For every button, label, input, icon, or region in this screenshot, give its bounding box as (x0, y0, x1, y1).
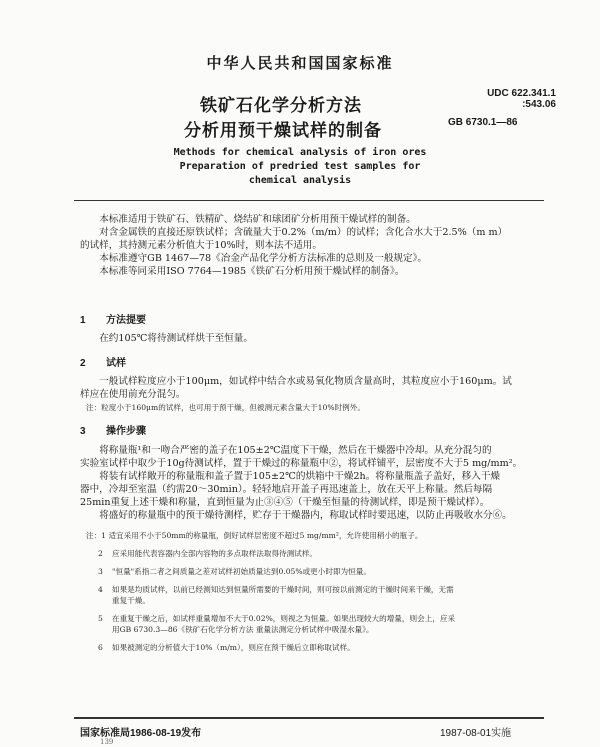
footer-divider (74, 717, 544, 719)
note-item (86, 613, 541, 624)
section-title: 试样 (106, 358, 126, 369)
section-heading-2 (80, 354, 126, 369)
intro-line: 本标准遵守GB 1467—78《冶金产品化学分析方法标准的总则及一般规定》。 (99, 253, 427, 264)
gb-number: GB 6730.1—86 (448, 117, 518, 128)
notes-block (86, 530, 541, 653)
title-english-line2: Preparation of predried test samples for (179, 161, 421, 172)
title-english-line3: chemical analysis (248, 175, 352, 186)
note-text: 如果被测定的分析值大于10%（m/m），则应在预干燥后立即称取试样。 (112, 643, 355, 652)
note-number: 3 (98, 567, 103, 576)
note-text: "恒量"系指二者之间质量之差对试样初始质量达到0.05%或更小时即为恒量。 (112, 567, 371, 576)
text-line: 实验室试样中取少于10g待测试样，置于干燥过的称量瓶中②，将试样铺平，层密度不大于5 mg/mm²。 (80, 458, 523, 469)
section-2-text (80, 375, 540, 401)
text-line: 一般试样粒度应小于100μm，如试样中结合水或易氧化物质含量高时，其粒度应小于160μm。试 (99, 376, 512, 387)
note-number: 5 (98, 614, 103, 623)
section-number: 1 (80, 315, 86, 326)
intro-paragraph (80, 213, 540, 278)
note-item (86, 642, 541, 653)
section-1-text: 在约105℃将待测试样烘干至恒量。 (99, 333, 253, 344)
page-number: 139 (100, 738, 114, 746)
text-line: 器中，冷却至室温（约需20～30min）。轻轻地启开盖子再迅速盖上，放在天平上称量。然后每隔 (80, 484, 493, 495)
section-heading-1 (80, 311, 146, 326)
note-text: 应采用能代表容器内全部内容物的多点取样法取得待测试样。 (112, 549, 318, 558)
note-continuation: 重复干燥。 (112, 596, 150, 605)
standard-organization: 中华人民共和国国家标准 (206, 54, 394, 72)
text-line: 样应在使用前充分混匀。 (80, 389, 186, 400)
note-item (86, 548, 541, 559)
note-number: 4 (98, 585, 103, 594)
section-title: 方法提要 (106, 315, 146, 326)
note-item (86, 584, 541, 595)
note-text: 如果是均质试样，以前已经测知达到恒量所需要的干燥时间，则可按以前测定的干燥时间来干燥，无需 (112, 585, 454, 594)
section-number: 3 (80, 426, 86, 437)
note-continuation: 用GB 6730.3—86《铁矿石化学分析方法 重量法测定分析试样中吸湿水量》。 (112, 625, 374, 634)
text-line: 将称量瓶¹和一吻合严密的盖子在105±2℃温度下干燥，然后在干燥器中冷却。从充分混匀的 (99, 445, 492, 456)
section-title: 操作步骤 (106, 426, 146, 437)
udc-line2: :543.06 (522, 99, 556, 110)
intro-line: 的试样，其持测元素分析值大于10%时，则本法不适用。 (80, 240, 322, 251)
header-divider (74, 200, 544, 201)
udc-line1: UDC 622.341.1 (487, 88, 556, 99)
intro-line: 本标准等同采用ISO 7764—1985《铁矿石分析用预干燥试样的制备》。 (99, 266, 405, 277)
intro-line: 本标准适用于铁矿石、铁精矿、烧结矿和球团矿分析用预干燥试样的制备。 (99, 214, 416, 225)
section-2-note: 注：粒度小于160μm的试样，也可用于预干燥，但被测元素含量大于10%时例外。 (86, 403, 365, 412)
title-chinese-line2: 分析用预干燥试样的制备 (184, 121, 382, 141)
issue-date: 国家标准局1986-08-19发布 (80, 728, 202, 739)
note-text: 在重复干燥之后，如试样重量增加不大于0.02%，则视之为恒量。如果出现较大的增量，则会上，应采 (112, 614, 456, 623)
text-line: 25min重复上述干燥和称量，直到恒量为止③④⑤（干燥至恒量的待测试样，即是预干燥试样）。 (80, 497, 490, 508)
note-number: 注：1 (86, 531, 107, 540)
section-heading-3 (80, 422, 146, 437)
section-number: 2 (80, 358, 86, 369)
text-line: 将装有试样敞开的称量瓶和盖子置于105±2℃的烘箱中干燥2h。将称量瓶盖子盖好，移入干燥 (99, 471, 501, 482)
title-english-line1: Methods for chemical analysis of iron ores (173, 147, 427, 158)
note-number: 6 (98, 643, 103, 652)
text-line: 将盛好的称量瓶中的预干燥待测样，贮存于干燥器内，称取试样时要迅速，以防止再吸收水分⑥。 (99, 510, 512, 521)
udc-code (452, 88, 556, 110)
note-number: 2 (98, 549, 103, 558)
note-text: 适宜采用不小于50mm的称量瓶，倒好试样层密度不超过5 mg/mm²，允许使用稍小的瓶子。 (108, 531, 423, 540)
title-chinese-line1: 铁矿石化学分析方法 (200, 96, 362, 116)
intro-line: 对含金属铁的直接还原铁试样；含硫量大于0.2%（m/m）的试样；含化合水大于2.5%（m m） (99, 227, 508, 238)
note-item (86, 566, 541, 577)
note-item (86, 530, 541, 541)
effective-date: 1987-08-01实施 (440, 728, 512, 739)
section-3-text (80, 444, 540, 522)
